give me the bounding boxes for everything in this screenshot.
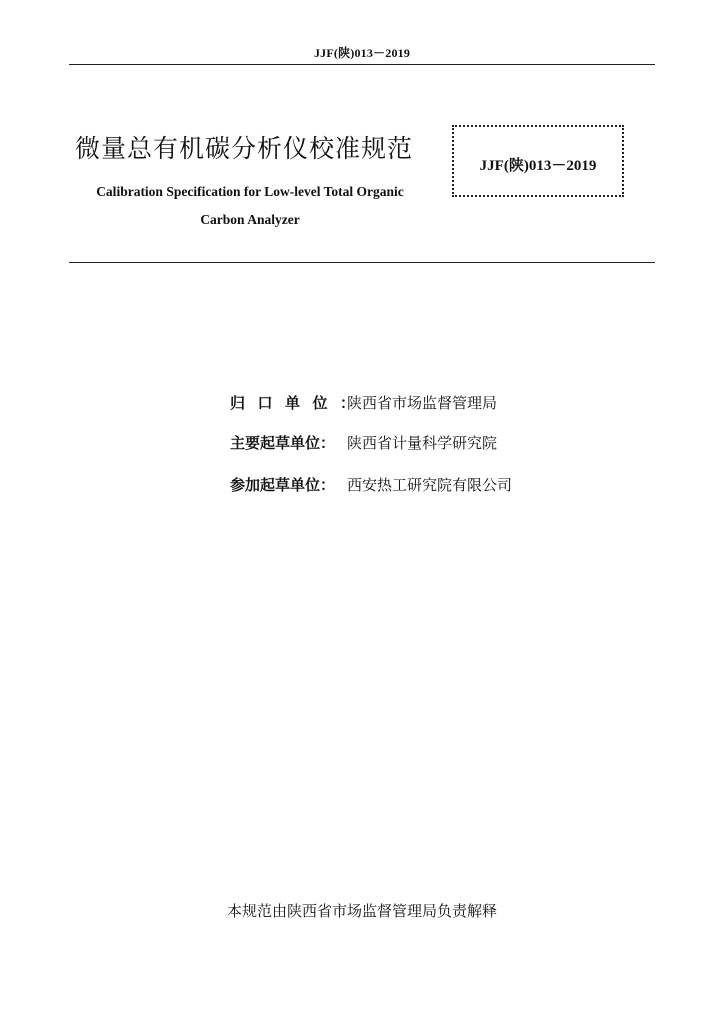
header-rule [69,64,655,65]
org-label-main-drafter: 主要起草单位： [230,434,336,452]
standard-code: JJF(陕)013－2019 [479,158,597,174]
standard-code-box [452,125,624,197]
title-section-rule [69,262,655,263]
org-row-responsible [230,392,497,413]
org-row-main-drafter [230,432,497,453]
org-row-participating-drafter [230,474,512,495]
document-title-english-line1: Calibration Specification for Low-level Total Organic [96,184,404,199]
org-value-responsible: 陕西省市场监督管理局 [347,394,498,412]
org-value-main-drafter: 陕西省计量科学研究院 [347,434,498,452]
document-title-chinese: 微量总有机碳分析仪校准规范 [75,134,414,163]
document-title-english-line2: Carbon Analyzer [200,212,300,227]
interpretation-note: 本规范由陕西省市场监督管理局负责解释 [226,902,497,920]
org-label-participating-drafter: 参加起草单位： [230,476,336,494]
running-header-code: JJF(陕)013－2019 [313,46,411,60]
org-label-responsible: 归口单位： [230,394,368,412]
org-value-participating-drafter: 西安热工研究院有限公司 [347,476,513,494]
